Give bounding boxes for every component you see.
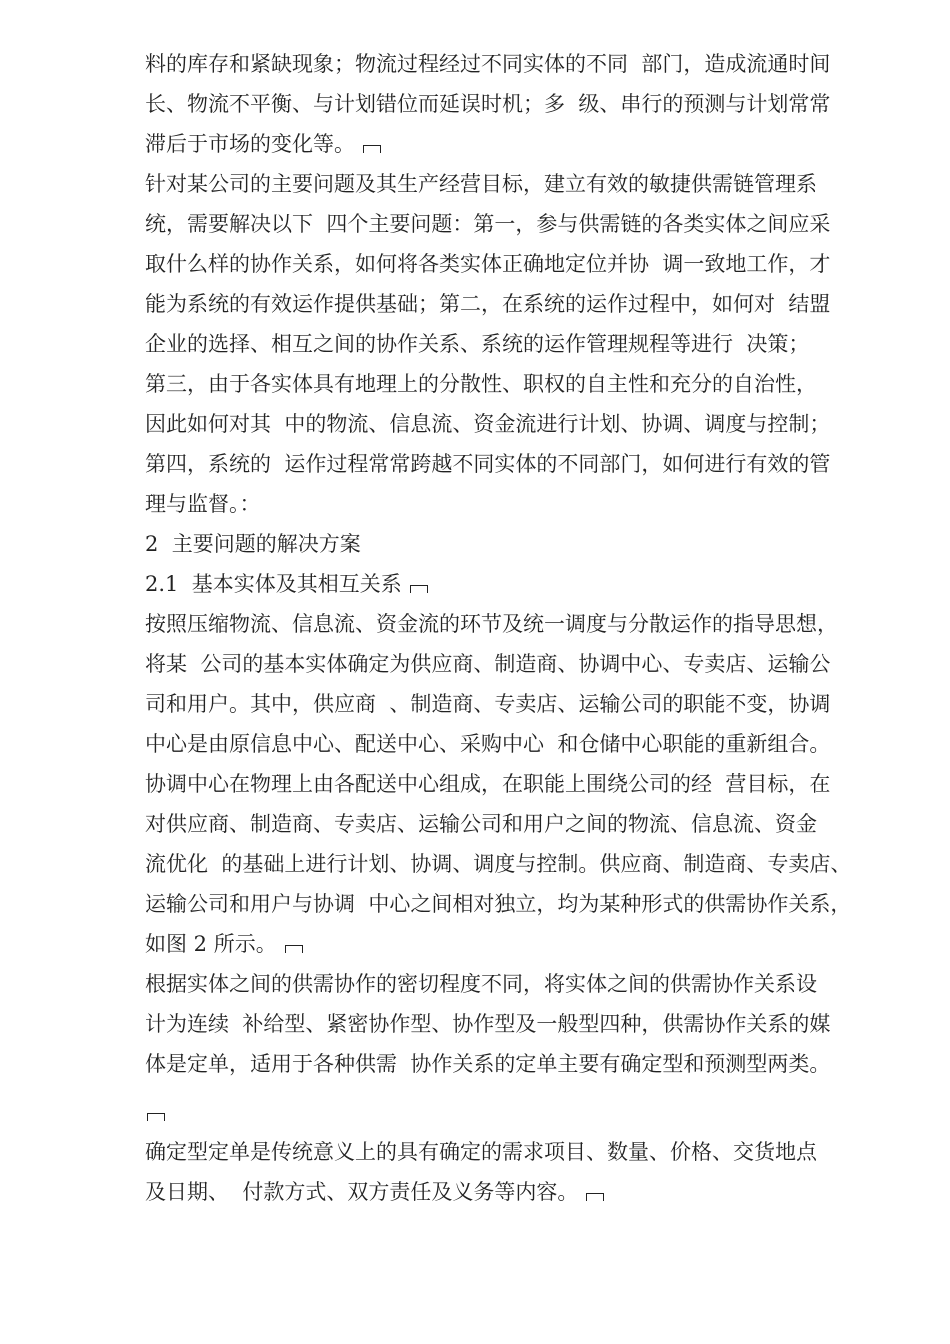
text-line: 体是定单，适用于各种供需 协作关系的定单主要有确定型和预测型两类。 [145,1052,831,1076]
text-line: 运输公司和用户与协调 中心之间相对独立，均为某种形式的供需协作关系， [145,892,852,916]
text-line: 协调中心在物理上由各配送中心组成，在职能上围绕公司的经 营目标，在 [145,772,831,796]
paragraph-mark-icon [586,1193,604,1201]
text-line: 企业的选择、相互之间的协作关系、系统的运作管理规程等进行 决策； [145,332,810,356]
text-line: 理与监督。： [145,492,261,516]
paragraph-mark-icon [410,585,428,593]
text-line: 统，需要解决以下 四个主要问题：第一，参与供需链的各类实体之间应采 [145,212,831,236]
text-line: 取什么样的协作关系，如何将各类实体正确地定位并协 调一致地工作，才 [145,252,831,276]
text-line: 司和用户。其中，供应商 、制造商、专卖店、运输公司的职能不变，协调 [145,692,831,716]
text-line: 根据实体之间的供需协作的密切程度不同，将实体之间的供需协作关系设 [145,972,817,996]
text-line: 针对某公司的主要问题及其生产经营目标，建立有效的敏捷供需链管理系 [145,172,817,196]
paragraph-mark-icon [285,945,303,953]
text-line: 第三，由于各实体具有地理上的分散性、职权的自主性和充分的自治性， [145,372,817,396]
text-line: 如图 2 所示。 [145,924,905,964]
text-line: 对供应商、制造商、专卖店、运输公司和用户之间的物流、信息流、资金 [145,812,817,836]
text-line: 料的库存和紧缺现象；物流过程经过不同实体的不同 部门，造成流通时间 [145,52,831,76]
text-line: 确定型定单是传统意义上的具有确定的需求项目、数量、价格、交货地点 [145,1140,817,1164]
text-line: 按照压缩物流、信息流、资金流的环节及统一调度与分散运作的指导思想， [145,612,838,636]
text-line: 计为连续 补给型、紧密协作型、协作型及一般型四种，供需协作关系的媒 [145,1012,831,1036]
subsection-heading: 2.1 基本实体及其相互关系 [145,564,905,604]
section-heading: 2 主要问题的解决方案 [145,532,361,556]
paragraph-mark-icon [147,1113,165,1121]
text-line: 能为系统的有效运作提供基础；第二，在系统的运作过程中，如何对 结盟 [145,292,831,316]
text-line: 长、物流不平衡、与计划错位而延误时机；多 级、串行的预测与计划常常 [145,92,831,116]
text-line: 将某 公司的基本实体确定为供应商、制造商、协调中心、专卖店、运输公 [145,652,831,676]
text-line: 及日期、 付款方式、双方责任及义务等内容。 [145,1172,905,1212]
text-line: 第四，系统的 运作过程常常跨越不同实体的不同部门，如何进行有效的管 [145,452,831,476]
text-line: 因此如何对其 中的物流、信息流、资金流进行计划、协调、调度与控制； [145,412,831,436]
text-line: 滞后于市场的变化等。 [145,124,905,164]
text-line [145,1092,905,1132]
text-line: 流优化 的基础上进行计划、协调、调度与控制。供应商、制造商、专卖店、 [145,852,852,876]
paragraph-mark-icon [363,145,381,153]
body-text [145,44,905,1212]
text-line: 中心是由原信息中心、配送中心、采购中心 和仓储中心职能的重新组合。 [145,732,831,756]
